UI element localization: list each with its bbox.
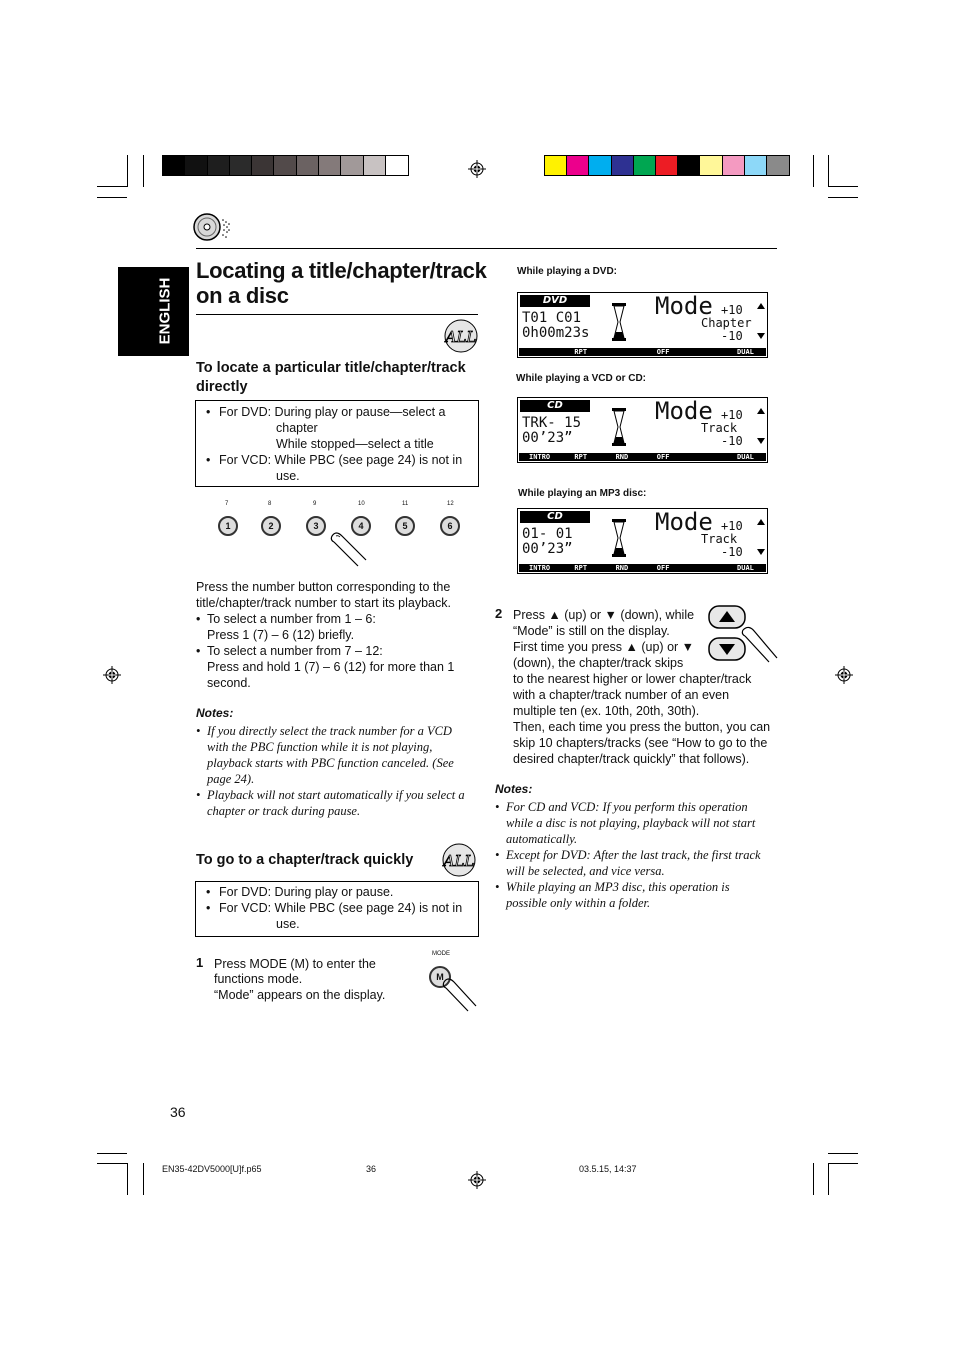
calibration-swatch [386,156,408,175]
bullet: • [196,788,201,802]
function-key-label: DUAL [737,564,754,572]
bullet: • [196,612,201,626]
condition-text: use. [276,469,300,483]
note-text: will be selected, and vice versa. [506,864,665,878]
function-key-row [519,564,766,572]
skip-back-label: -10 [721,434,743,448]
notes-label: Notes: [495,782,533,796]
function-key-label: RPT [574,564,588,572]
notes-label: Notes: [196,706,234,720]
function-key-label: OFF [656,564,670,572]
function-key-label: INTRO [529,564,551,572]
section-heading: To go to a chapter/track quickly [196,852,414,868]
crop-mark [828,1163,829,1195]
language-label: ENGLISH [156,277,174,345]
note-text: playback starts with PBC function canceled. (See [207,756,454,770]
crop-mark [127,1163,128,1195]
skip-unit-label: Track [701,421,738,435]
lcd-display [517,292,768,358]
body-text: To select a number from 7 – 12: [207,644,383,658]
number-button-4[interactable]: 4 [351,516,371,536]
skip-back-label: -10 [721,545,743,559]
section-heading-line: To locate a particular title/chapter/track [196,360,466,376]
body-text: Press and hold 1 (7) – 6 (12) for more than 1 [207,660,455,674]
calibration-swatch [767,156,789,175]
display-line: 01- 01 [522,526,573,542]
page-number: 36 [170,1104,186,1120]
mode-indicator: Mode [655,508,713,536]
crop-mark [97,1153,127,1154]
step-text: multiple ten (ex. 10th, 20th, 30th). [513,704,700,718]
step-text: with a chapter/track number of an even [513,688,730,702]
condition-text: For VCD: While PBC (see page 24) is not in [219,901,463,915]
title-line: Locating a title/chapter/track [196,258,487,283]
bullet: • [196,724,201,738]
calibration-swatch [185,156,207,175]
registration-mark-icon [103,666,121,684]
mode-button[interactable]: M [429,966,451,988]
footer-date: 03.5.15, 14:37 [579,1164,637,1174]
crop-mark [143,1163,144,1195]
bullet: • [206,885,211,899]
bullet: • [495,848,500,862]
mode-button-label: MODE [432,951,450,957]
condition-text: For DVD: During play or pause—select a [219,405,446,419]
lcd-display [517,508,768,574]
all-discs-icon [443,318,479,354]
crop-mark [828,155,829,187]
condition-text: For VCD: While PBC (see page 24) is not in [219,453,463,467]
step-text: Press ▲ (up) or ▼ (down), while [513,608,695,622]
bullet: • [196,644,201,658]
svg-text:ALL: ALL [443,852,475,870]
step-text: “Mode” is still on the display. [513,624,670,638]
finger-press-icon [442,976,478,1012]
grayscale-calibration-bar [162,155,409,176]
function-key-label: OFF [656,453,670,461]
body-text: Press 1 (7) – 6 (12) briefly. [207,628,355,642]
function-key-label: RND [615,453,629,461]
bullet: • [206,405,211,419]
step-number: 1 [196,955,204,970]
body-text: To select a number from 1 – 6: [207,612,376,626]
disc-type-badge: CD [520,511,590,523]
number-button-3[interactable]: 3 [306,516,326,536]
crop-mark [813,1163,814,1195]
condition-text: For DVD: During play or pause. [219,885,394,899]
calibration-swatch [274,156,296,175]
condition-box [195,400,479,487]
bullet: • [495,800,500,814]
number-button-alt-label: 8 [268,501,272,507]
lcd-display [517,397,768,463]
display-line: 00’23” [522,541,573,557]
registration-mark-icon [468,160,486,178]
section-heading [196,359,466,397]
calibration-swatch [700,156,722,175]
crop-mark [127,155,128,187]
mode-indicator: Mode [655,292,713,320]
crop-mark [143,155,144,187]
skip-forward-label: +10 [721,408,743,422]
footer-page: 36 [366,1164,377,1174]
crop-mark [828,1153,858,1154]
note-text: page 24). [207,772,255,786]
skip-forward-label: +10 [721,519,743,533]
display-caption: While playing an MP3 disc: [518,488,647,499]
calibration-swatch [319,156,341,175]
note-text: with the PBC function while it is not playing, [207,740,433,754]
number-button-1[interactable]: 1 [218,516,238,536]
condition-text: use. [276,917,300,931]
bullet: • [206,901,211,915]
step-text: Then, each time you press the button, you can [513,720,771,734]
title-rule [196,314,478,315]
note-text: Playback will not start automatically if you select a [207,788,465,802]
step-text: “Mode” appears on the display. [214,988,386,1002]
step-text: (down), the chapter/track skips [513,656,684,670]
step-text: to the nearest higher or lower chapter/track [513,672,752,686]
step-text: First time you press ▲ (up) or ▼ [513,640,695,654]
page-title [196,258,487,308]
body-text: second. [207,676,251,690]
section-heading-line: directly [196,379,248,395]
number-button-2[interactable]: 2 [261,516,281,536]
function-key-label: DUAL [737,348,754,356]
hourglass-icon [611,401,627,453]
calibration-swatch [612,156,634,175]
hourglass-icon [611,512,627,564]
note-text: For CD and VCD: If you perform this operation [506,800,748,814]
calibration-swatch [252,156,274,175]
condition-box [195,881,479,937]
calibration-swatch [341,156,363,175]
crop-mark [97,186,127,187]
disc-icon [192,212,236,242]
registration-mark-icon [835,666,853,684]
note-text: automatically. [506,832,578,846]
finger-press-icon [330,530,370,570]
calibration-swatch [656,156,678,175]
step-text: desired chapter/track quickly” that follows). [513,752,750,766]
note-text: If you directly select the track number for a VCD [207,724,452,738]
crop-mark [828,186,858,187]
disc-type-badge: DVD [520,295,590,307]
all-discs-icon [441,842,477,878]
skip-forward-label: +10 [721,303,743,317]
calibration-swatch [364,156,386,175]
up-down-arrow-icon [756,517,766,557]
calibration-swatch [545,156,567,175]
note-text: while a disc is not playing, playback will not start [506,816,756,830]
number-button-alt-label: 9 [313,501,317,507]
step-number: 2 [495,606,503,621]
function-key-row [519,348,766,356]
step-text: functions mode. [214,972,303,986]
skip-unit-label: Track [701,532,738,546]
skip-unit-label: Chapter [701,316,752,330]
condition-text: chapter [276,421,318,435]
function-key-label [684,348,725,356]
note-text: chapter or track during pause. [207,804,361,818]
function-key-label [519,348,560,356]
calibration-swatch [163,156,185,175]
footer-filename: EN35-42DV5000[U]f.p65 [162,1164,262,1174]
function-key-label: DUAL [737,453,754,461]
display-line: T01 C01 [522,310,582,326]
disc-type-badge: CD [520,400,590,412]
number-button-5[interactable]: 5 [395,516,415,536]
function-key-label [684,564,725,572]
calibration-swatch [634,156,656,175]
function-key-label: RPT [574,348,588,356]
function-key-label: RPT [574,453,588,461]
up-down-arrow-icon [756,301,766,341]
calibration-swatch [567,156,589,175]
step-text: skip 10 chapters/tracks (see “How to go to the [513,736,768,750]
number-button-alt-label: 10 [358,501,365,507]
calibration-swatch [230,156,252,175]
color-calibration-bar [544,155,790,176]
calibration-swatch [208,156,230,175]
bullet: • [495,880,500,894]
note-text: While playing an MP3 disc, this operation is [506,880,730,894]
up-down-buttons-icon [707,604,781,664]
up-down-arrow-icon [756,406,766,446]
crop-mark [828,197,858,198]
hourglass-icon [611,296,627,348]
function-key-label: OFF [656,348,670,356]
display-line: 0h00m23s [522,325,590,341]
calibration-swatch [589,156,611,175]
skip-back-label: -10 [721,329,743,343]
calibration-swatch [745,156,767,175]
display-line: 00’23” [522,430,573,446]
display-caption: While playing a VCD or CD: [516,373,647,384]
function-key-label [601,348,642,356]
function-key-label: INTRO [529,453,551,461]
number-button-alt-label: 7 [225,501,229,507]
crop-mark [97,197,127,198]
calibration-swatch [723,156,745,175]
display-caption: While playing a DVD: [517,266,618,277]
number-button-alt-label: 11 [402,501,409,507]
function-key-row [519,453,766,461]
function-key-label [684,453,725,461]
registration-mark-icon [468,1171,486,1189]
display-line: TRK- 15 [522,415,582,431]
body-text: title/chapter/track number to start its playback. [196,596,451,610]
bullet: • [206,453,211,467]
calibration-swatch [297,156,319,175]
calibration-swatch [678,156,700,175]
crop-mark [813,155,814,187]
crop-mark [97,1163,127,1164]
note-text: possible only within a folder. [506,896,651,910]
body-text: Press the number button corresponding to the [196,580,451,594]
language-tab [118,267,189,356]
number-button-alt-label: 12 [447,501,454,507]
svg-text:ALL: ALL [445,328,477,346]
step-text: Press MODE (M) to enter the [214,957,376,971]
title-line: on a disc [196,283,289,308]
note-text: Except for DVD: After the last track, the first track [506,848,761,862]
function-key-label: RND [615,564,629,572]
mode-indicator: Mode [655,397,713,425]
header-rule [196,248,777,249]
condition-text: While stopped—select a title [276,437,434,451]
crop-mark [828,1163,858,1164]
number-button-6[interactable]: 6 [440,516,460,536]
